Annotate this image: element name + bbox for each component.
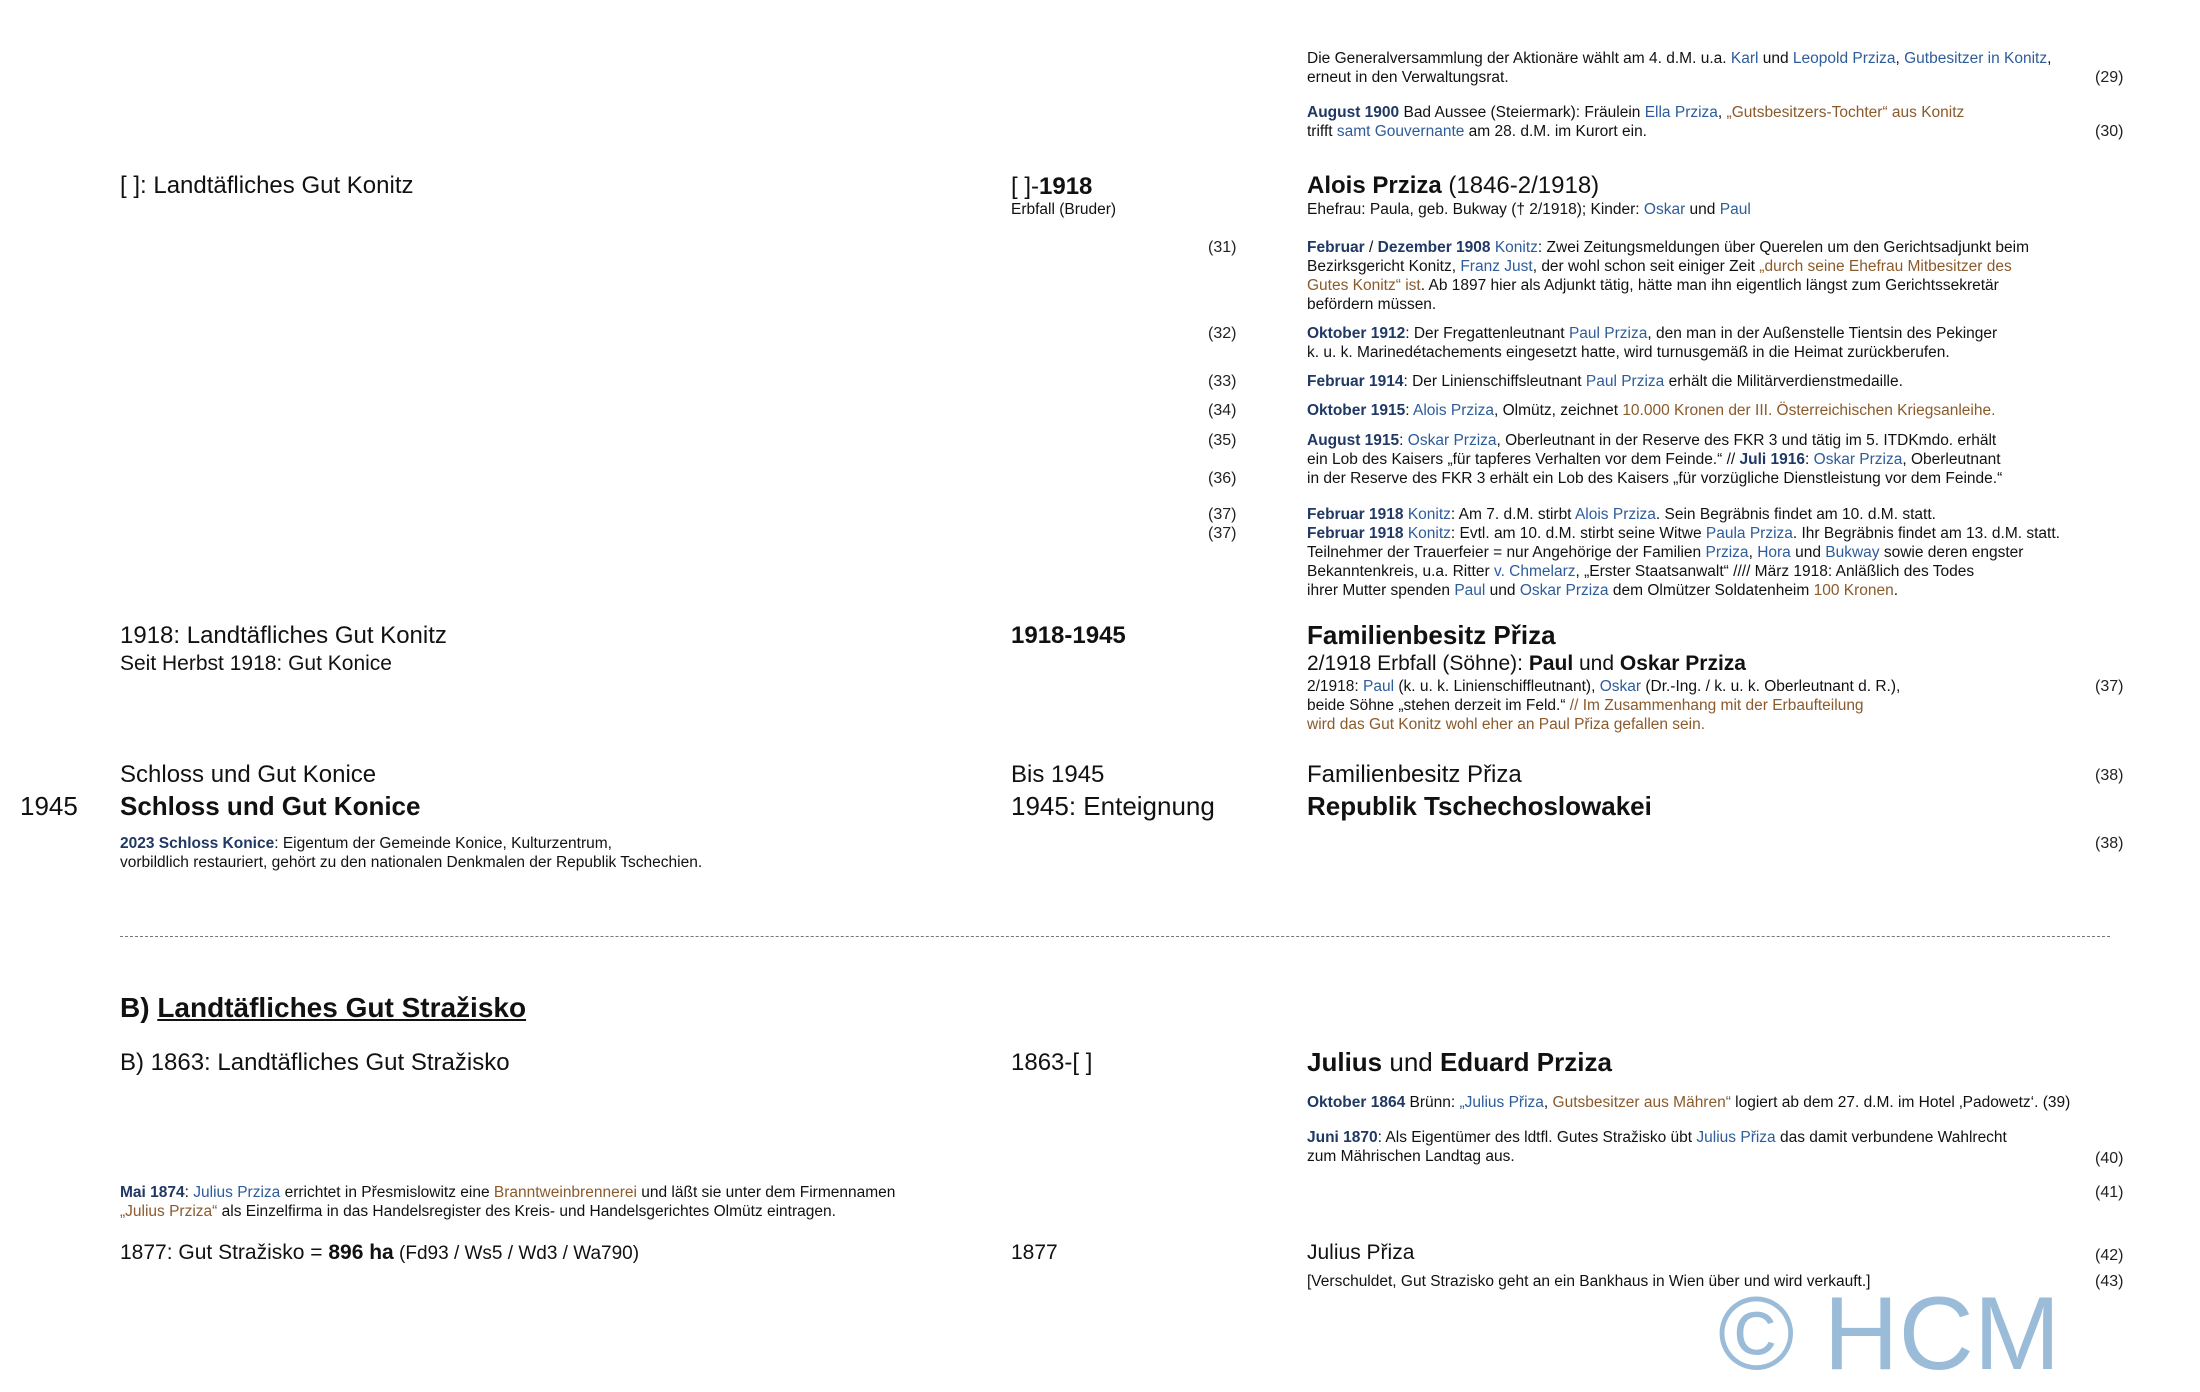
note31-line-1: [1307, 238, 2029, 257]
note32-line-1: [1307, 324, 1997, 343]
footnote-ref: (41): [2095, 1184, 2124, 1201]
text: ,: [2047, 50, 2052, 67]
text: und: [1382, 1047, 1440, 1077]
estate-sub: Seit Herbst 1918: Gut Konice: [120, 652, 392, 675]
person-link: Franz Just: [1460, 258, 1533, 275]
place-link: Konitz: [1494, 239, 1538, 256]
person-link: „Julius Přiza: [1459, 1094, 1544, 1111]
date-label: 2023 Schloss Konice: [120, 835, 275, 852]
estate-label: 1918: Landtäfliches Gut Konitz: [120, 622, 447, 649]
person-link: v. Chmelarz: [1493, 563, 1576, 580]
person-link: Oskar Prziza: [1813, 451, 1903, 468]
footnote-ref: (36): [1208, 470, 1237, 487]
owner-years: (1846-2/1918): [1441, 172, 1600, 199]
footnote-ref: (37): [1208, 506, 1237, 523]
text: Ehefrau: Paula, geb. Bukway († 2/1918); Kinder:: [1307, 201, 1644, 218]
juni1870-line-1: [1307, 1128, 2007, 1147]
highlight-text: samt Gouvernante: [1336, 123, 1465, 140]
note35-line-2: [1307, 450, 2001, 469]
highlight-text: Gutbesitzer in Konitz: [1904, 50, 2048, 67]
text: :: [184, 1184, 194, 1201]
text: ein Lob des Kaisers „für tapferes Verhalten vor dem Feinde.“ //: [1307, 451, 1740, 468]
text: dem Olmützer Soldatenheim: [1608, 582, 1814, 599]
text: :: [1399, 432, 1408, 449]
y1877-note: [Verschuldet, Gut Strazisko geht an ein Bankhaus in Wien über und wird verkauft.]: [1307, 1273, 1871, 1290]
footnote-ref: (38): [2095, 767, 2124, 784]
footnote-ref: (37): [1208, 525, 1237, 542]
person-link: Paul: [1454, 582, 1486, 599]
note35-line-1: [1307, 431, 1996, 450]
owner-title: [1307, 171, 1599, 200]
estate-label: B) 1863: Landtäfliches Gut Stražisko: [120, 1049, 510, 1076]
okt1864-note: [1307, 1093, 2070, 1112]
person-link: Oskar Prziza: [1519, 582, 1609, 599]
year-marker: 1945: [20, 791, 78, 821]
period-label: 1877: [1011, 1241, 1058, 1264]
s2-detail-2: [1307, 696, 1864, 715]
text: Bezirksgericht Konitz,: [1307, 258, 1461, 275]
person-link: Oskar Prziza: [1407, 432, 1497, 449]
owner-name: Eduard Prziza: [1439, 1047, 1612, 1077]
person-link: Bukway: [1825, 544, 1880, 561]
text: Bekanntenkreis, u.a. Ritter: [1307, 563, 1494, 580]
text: : Eigentum der Gemeinde Konice, Kulturzentrum,: [274, 835, 612, 852]
s2-detail-1: [1307, 677, 1900, 696]
text: und: [1790, 544, 1826, 561]
note37-line-4: [1307, 562, 1974, 581]
text: 1918: [1039, 173, 1093, 200]
text: ,: [1895, 50, 1905, 67]
place-link: Konitz: [1407, 525, 1451, 542]
text: , Oberleutnant in der Reserve des FKR 3 und tätig im 5. ITDKmdo. erhält: [1496, 432, 1997, 449]
note35-line-3: in der Reserve des FKR 3 erhält ein Lob des Kaisers „für vorzügliche Dienstleistung vor dem Feinde.“: [1307, 470, 2003, 487]
text: . Ihr Begräbnis findet am 13. d.M. statt.: [1792, 525, 2060, 542]
person-link: Karl: [1730, 50, 1759, 67]
period-label: 1918-1945: [1011, 622, 1126, 649]
juni1870-line-2: zum Mährischen Landtag aus.: [1307, 1148, 1515, 1165]
date-label: Oktober 1915: [1307, 402, 1406, 419]
text: , „Erster Staatsanwalt“ //// März 1918: Anläßlich des Todes: [1575, 563, 1975, 580]
text: das damit verbundene Wahlrecht: [1775, 1129, 2007, 1146]
date-label: Februar 1918: [1307, 506, 1404, 523]
quote-text: „Julius Prziza“: [120, 1203, 218, 1220]
text: und läßt sie unter dem Firmennamen: [636, 1184, 896, 1201]
period-label: [1011, 172, 1092, 201]
note32-line-2: k. u. k. Marinedétachements eingesetzt hatte, wird turnusgemäß in die Heimat zurückberufen.: [1307, 344, 1950, 361]
text: 2/1918 Erbfall (Söhne):: [1307, 652, 1529, 675]
text: 1877: Gut Stražisko =: [120, 1241, 329, 1264]
section-heading: [120, 991, 526, 1025]
text: Brünn:: [1405, 1094, 1460, 1111]
highlight-text: Branntweinbrennerei: [493, 1184, 637, 1201]
quote-text: Gutes Konitz“ ist: [1307, 277, 1421, 294]
text: , der wohl schon seit einiger Zeit: [1532, 258, 1760, 275]
footnote-ref: (33): [1208, 373, 1237, 390]
text: erhält die Militärverdienstmedaille.: [1664, 373, 1903, 390]
estate-label: Schloss und Gut Konice: [120, 761, 377, 788]
note31-line-4: befördern müssen.: [1307, 296, 1437, 313]
date-label: Februar: [1307, 239, 1365, 256]
date-label: August 1915: [1307, 432, 1400, 449]
highlight-text: 100 Kronen: [1813, 582, 1894, 599]
date-label: August 1900: [1307, 104, 1400, 121]
estate-1877: [120, 1240, 639, 1267]
text: und: [1685, 201, 1720, 218]
mai1874-line-2: [120, 1202, 836, 1221]
s2-detail-3: wird das Gut Konitz wohl eher an Paul Přiza gefallen sein.: [1307, 716, 1706, 733]
footnote-ref: (42): [2095, 1247, 2124, 1264]
text: und: [1758, 50, 1793, 67]
text: : Der Linienschiffsleutnant: [1403, 373, 1586, 390]
date-label: Oktober 1864: [1307, 1094, 1406, 1111]
footnote-ref: (38): [2095, 835, 2124, 852]
text: Die Generalversammlung der Aktionäre wählt am 4. d.M. u.a.: [1307, 50, 1731, 67]
person-link: Paul: [1719, 201, 1751, 218]
quote-text: Gutsbesitzer aus Mähren“: [1552, 1094, 1731, 1111]
text: :: [1405, 402, 1413, 419]
highlight-text: 10.000 Kronen der III. Österreichischen Kriegsanleihe.: [1622, 402, 1996, 419]
estate-label: [ ]: Landtäfliches Gut Konitz: [120, 172, 414, 199]
area-value: 896 ha: [328, 1241, 394, 1264]
owner-title: Familienbesitz Přiza: [1307, 761, 1522, 788]
text: errichtet in Přesmislowitz eine: [280, 1184, 494, 1201]
estate-label: Schloss und Gut Konice: [120, 791, 421, 821]
top-august1900-line-2: [1307, 122, 1647, 141]
note37-line-1: [1307, 505, 1936, 524]
text: ,: [1717, 104, 1727, 121]
text: und: [1485, 582, 1520, 599]
text: als Einzelfirma in das Handelsregister des Kreis- und Handelsgerichtes Olmütz eintragen.: [217, 1203, 836, 1220]
person-link: Ella Prziza: [1644, 104, 1718, 121]
note37-line-3: [1307, 543, 2023, 562]
date-label: Februar 1918: [1307, 525, 1404, 542]
text: ,: [1543, 1094, 1553, 1111]
note34: [1307, 401, 1995, 420]
person-link: Oskar: [1643, 201, 1686, 218]
quote-text: „Gutsbesitzers-Tochter“ aus Konitz: [1726, 104, 1965, 121]
owner-name: Julius: [1307, 1047, 1383, 1077]
person-link: Julius Prziza: [193, 1184, 281, 1201]
text: : Am 7. d.M. stirbt: [1450, 506, 1575, 523]
period-label: 1945: Enteignung: [1011, 791, 1215, 821]
text: .: [1893, 582, 1899, 599]
top-line-2: erneut in den Verwaltungsrat.: [1307, 69, 1509, 86]
date-label: Dezember 1908: [1377, 239, 1491, 256]
person-link: Paul: [1363, 678, 1395, 695]
note31-line-2: [1307, 257, 2012, 276]
person-link: Prziza: [1705, 544, 1749, 561]
note37-line-2: [1307, 524, 2060, 543]
heading-title: Landtäfliches Gut Stražisko: [157, 992, 527, 1023]
owner-name: Alois Prziza: [1307, 172, 1442, 199]
text: : Als Eigentümer des ldtfl. Gutes Stražisko übt: [1377, 1129, 1697, 1146]
text: Bad Aussee (Steiermark): Fräulein: [1399, 104, 1645, 121]
period-label: Bis 1945: [1011, 761, 1105, 788]
copyright-watermark: © HCM: [1718, 1276, 2061, 1392]
text: , Oberleutnant: [1902, 451, 2001, 468]
footnote-ref: (31): [1208, 239, 1237, 256]
quote-text: „durch seine Ehefrau Mitbesitzer des: [1759, 258, 2012, 275]
owner-sub: [1307, 651, 1746, 676]
highlight-text: // Im Zusammenhang mit der Erbaufteilung: [1569, 697, 1864, 714]
person-link: Julius Přiza: [1696, 1129, 1776, 1146]
footnote-ref: (30): [2095, 123, 2124, 140]
text: beide Söhne „stehen derzeit im Feld.“: [1307, 697, 1570, 714]
section-divider: [120, 936, 2110, 937]
person-link: Alois Prziza: [1574, 506, 1656, 523]
text: ,: [1748, 544, 1758, 561]
text: , den man in der Außenstelle Tientsin des Pekinger: [1647, 325, 1998, 342]
owner-name: Oskar Prziza: [1619, 652, 1746, 675]
text: (k. u. k. Linienschiffleutnant),: [1394, 678, 1600, 695]
text: logiert ab dem 27. d.M. im Hotel ‚Padowetz‘. (39): [1730, 1094, 2071, 1111]
text: :: [1805, 451, 1814, 468]
footnote-ref: (32): [1208, 325, 1237, 342]
period-label: 1863-[ ]: [1011, 1049, 1093, 1076]
note37-line-5: [1307, 581, 1898, 600]
text: sowie deren engster: [1879, 544, 2024, 561]
owner-name: Paul: [1528, 652, 1574, 675]
text: trifft: [1307, 123, 1337, 140]
text: und: [1573, 652, 1620, 675]
footnote-ref: (40): [2095, 1150, 2124, 1167]
date-label: Mai 1874: [120, 1184, 185, 1201]
text: [ ]-: [1011, 173, 1039, 200]
text: : Der Fregattenleutnant: [1405, 325, 1569, 342]
owner-title: Julius Přiza: [1307, 1241, 1415, 1264]
area-breakdown: (Fd93 / Ws5 / Wd3 / Wa790): [393, 1243, 640, 1264]
note33: [1307, 372, 1903, 391]
text: , Olmütz, zeichnet: [1493, 402, 1623, 419]
date-label: Februar 1914: [1307, 373, 1404, 390]
person-link: Paul Prziza: [1568, 325, 1648, 342]
owner-title: Republik Tschechoslowakei: [1307, 791, 1652, 821]
owner-title: [1307, 1047, 1612, 1078]
text: : Evtl. am 10. d.M. stirbt seine Witwe: [1450, 525, 1706, 542]
date-label: Oktober 1912: [1307, 325, 1406, 342]
person-link: Alois Prziza: [1412, 402, 1494, 419]
mai1874-line-1: [120, 1183, 895, 1202]
heading-prefix: B): [120, 992, 158, 1023]
person-link: Leopold Prziza: [1792, 50, 1896, 67]
s3-note-2: vorbildlich restauriert, gehört zu den nationalen Denkmalen der Republik Tschechien.: [120, 854, 703, 871]
text: . Ab 1897 hier als Adjunkt tätig, hätte man ihn eigentlich längst zum Gerichtssekretär: [1420, 277, 1999, 294]
date-label: Juni 1870: [1307, 1129, 1378, 1146]
footnote-ref: (37): [2095, 678, 2124, 695]
top-august1900-line-1: [1307, 103, 1964, 122]
s3-note-1: [120, 834, 612, 853]
text: /: [1364, 239, 1378, 256]
text: 2/1918:: [1307, 678, 1364, 695]
date-label: Juli 1916: [1739, 451, 1806, 468]
person-link: Hora: [1757, 544, 1791, 561]
text: Teilnehmer der Trauerfeier = nur Angehörige der Familien: [1307, 544, 1706, 561]
text: : Zwei Zeitungsmeldungen über Querelen um den Gerichtsadjunkt beim: [1537, 239, 2030, 256]
owner-title: Familienbesitz Přiza: [1307, 620, 1556, 650]
footnote-ref: (35): [1208, 432, 1237, 449]
footnote-ref: (29): [2095, 69, 2124, 86]
footnote-ref: (34): [1208, 402, 1237, 419]
text: . Sein Begräbnis findet am 10. d.M. statt.: [1655, 506, 1936, 523]
place-link: Konitz: [1407, 506, 1451, 523]
period-sub: Erbfall (Bruder): [1011, 201, 1117, 218]
person-link: Paul Prziza: [1585, 373, 1665, 390]
note31-line-3: [1307, 276, 1999, 295]
top-line-1: [1307, 49, 2051, 68]
person-link: Oskar: [1599, 678, 1642, 695]
text: ihrer Mutter spenden: [1307, 582, 1455, 599]
text: am 28. d.M. im Kurort ein.: [1464, 123, 1647, 140]
footnote-ref: (43): [2095, 1273, 2124, 1290]
owner-sub: [1307, 200, 1751, 219]
text: (Dr.-Ing. / k. u. k. Oberleutnant d. R.),: [1641, 678, 1901, 695]
person-link: Paula Prziza: [1705, 525, 1793, 542]
